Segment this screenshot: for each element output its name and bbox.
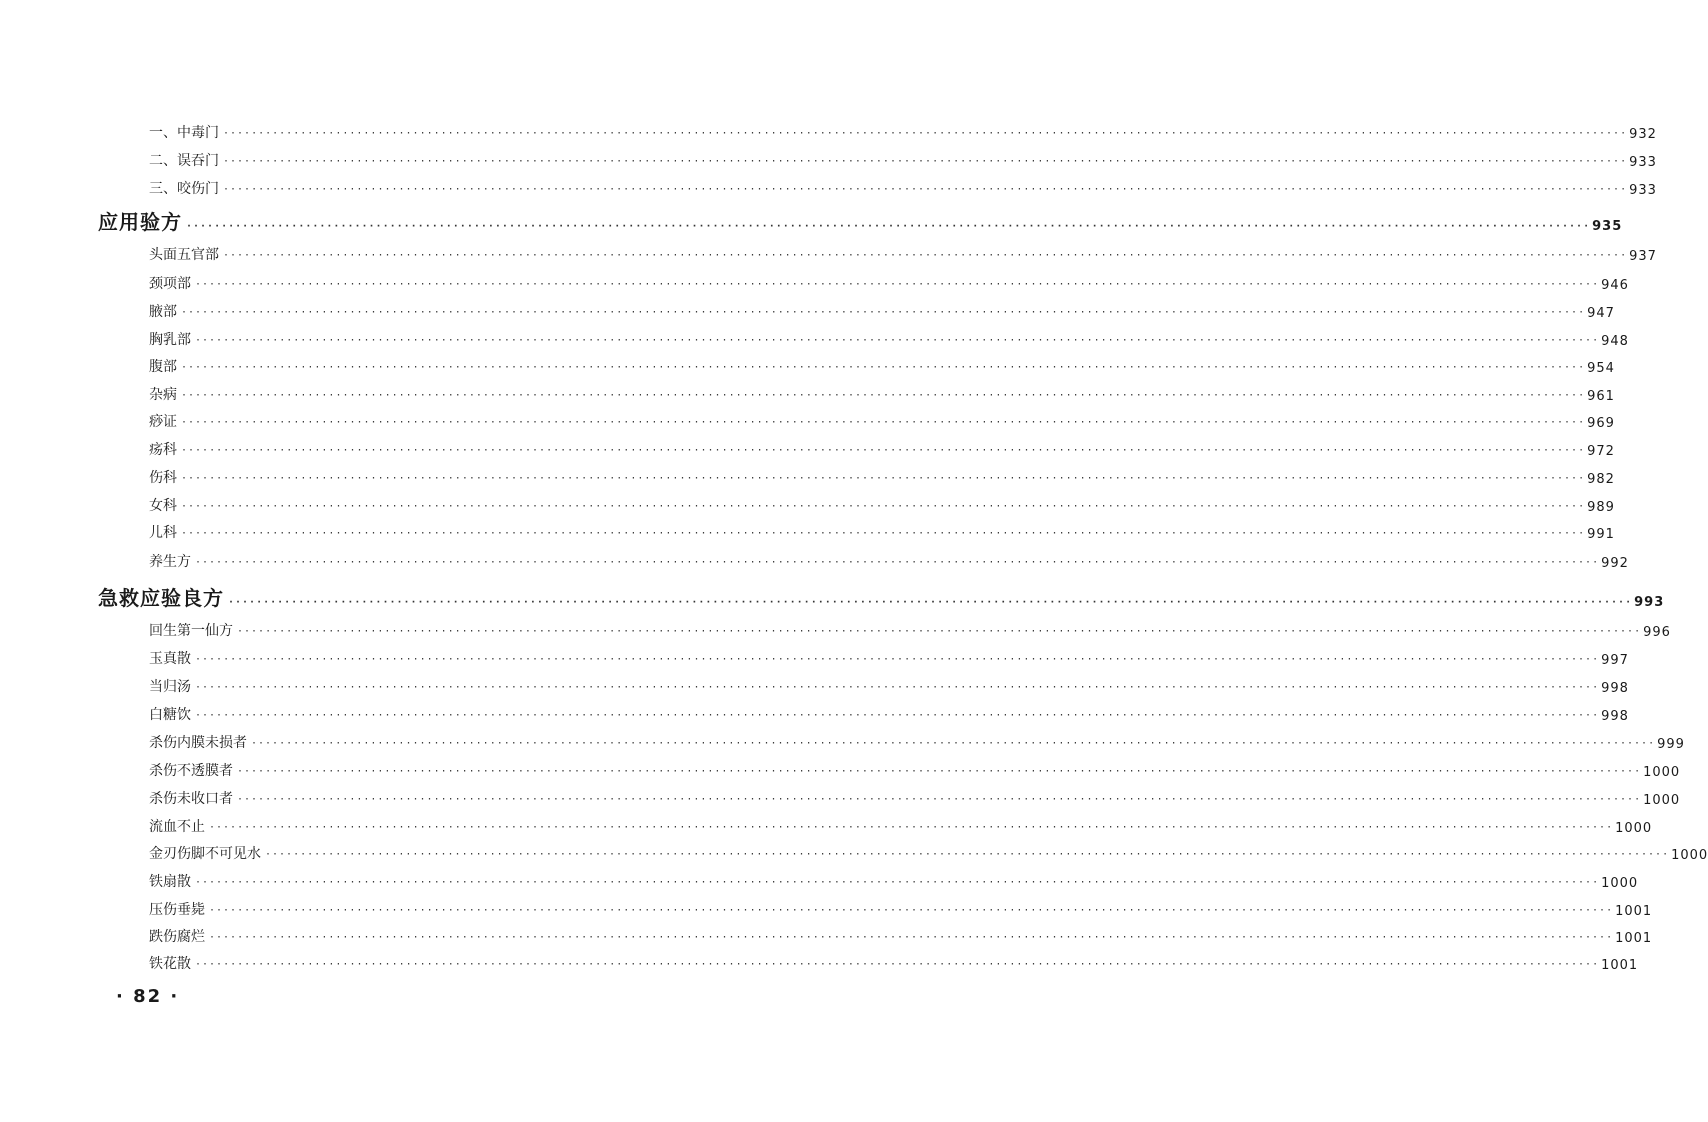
toc-entry-label: 儿科 bbox=[149, 525, 177, 541]
dot-leader: ········································································································································································································ bbox=[237, 766, 1642, 777]
dot-leader: ········································································································································································································ bbox=[181, 528, 1586, 539]
dot-leader: ········································································································································································································ bbox=[209, 822, 1614, 833]
toc-entry-page: 946 bbox=[1601, 278, 1629, 293]
toc-entry-label: 伤科 bbox=[149, 470, 177, 486]
toc-entry-page: 935 bbox=[1592, 219, 1623, 234]
toc-entry bbox=[149, 301, 1615, 321]
toc-section-heading bbox=[98, 209, 1623, 235]
toc-entry bbox=[149, 122, 1657, 142]
toc-entry-label: 腋部 bbox=[149, 304, 177, 320]
toc-entry-page: 1001 bbox=[1601, 958, 1639, 973]
dot-leader: ········································································································································································································ bbox=[181, 307, 1586, 318]
toc-entry-label: 玉真散 bbox=[149, 651, 191, 667]
toc-entry bbox=[149, 899, 1653, 919]
dot-leader: ········································································································································································································ bbox=[195, 335, 1600, 346]
dot-leader: ········································································································································································································ bbox=[181, 473, 1586, 484]
dot-leader: ········································································································································································································ bbox=[181, 417, 1586, 428]
dot-leader: ········································································································································································································ bbox=[209, 905, 1614, 916]
toc-entry-label: 疡科 bbox=[149, 442, 177, 458]
toc-entry-page: 1000 bbox=[1643, 793, 1681, 808]
toc-entry-page: 982 bbox=[1587, 472, 1615, 487]
toc-entry-label: 压伤垂毙 bbox=[149, 902, 205, 918]
toc-section-label: 应用验方 bbox=[98, 210, 182, 234]
toc-entry-label: 杀伤不透膜者 bbox=[149, 763, 233, 779]
toc-entry-page: 996 bbox=[1643, 625, 1671, 640]
toc-entry-label: 杀伤未收口者 bbox=[149, 791, 233, 807]
toc-entry bbox=[149, 411, 1615, 431]
dot-leader: ········································································································································································································ bbox=[195, 279, 1600, 290]
toc-section-label: 急救应验良方 bbox=[98, 586, 224, 610]
toc-entry-page: 1000 bbox=[1615, 821, 1653, 836]
toc-entry-page: 948 bbox=[1601, 334, 1629, 349]
toc-entry-page: 993 bbox=[1634, 595, 1665, 610]
toc-entry-label: 流血不止 bbox=[149, 819, 205, 835]
dot-leader: ········································································································································································································ bbox=[195, 682, 1600, 693]
toc-entry-label: 跌伤腐烂 bbox=[149, 929, 205, 945]
toc-entry bbox=[149, 551, 1629, 571]
toc-entry-label: 铁扇散 bbox=[149, 874, 191, 890]
toc-entry-page: 933 bbox=[1629, 155, 1657, 170]
dot-leader: ········································································································································································································ bbox=[265, 849, 1670, 860]
toc-entry bbox=[149, 816, 1653, 836]
toc-entry-label: 当归汤 bbox=[149, 679, 191, 695]
toc-entry-page: 969 bbox=[1587, 416, 1615, 431]
toc-entry-page: 992 bbox=[1601, 556, 1629, 571]
toc-entry-page: 947 bbox=[1587, 306, 1615, 321]
dot-leader: ········································································································································································································ bbox=[237, 794, 1642, 805]
dot-leader: ········································································································································································································ bbox=[186, 221, 1591, 232]
toc-entry bbox=[149, 704, 1629, 724]
dot-leader: ········································································································································································································ bbox=[223, 156, 1628, 167]
dot-leader: ········································································································································································································ bbox=[181, 501, 1586, 512]
dot-leader: ········································································································································································································ bbox=[251, 738, 1656, 749]
page-number: · 82 · bbox=[116, 986, 180, 1007]
toc-entry-page: 998 bbox=[1601, 681, 1629, 696]
toc-entry-label: 一、中毒门 bbox=[149, 125, 219, 141]
toc-entry-label: 胸乳部 bbox=[149, 332, 191, 348]
toc-entry bbox=[149, 439, 1615, 459]
toc-entry-label: 杀伤内膜未损者 bbox=[149, 735, 247, 751]
toc-entry bbox=[149, 648, 1629, 668]
dot-leader: ········································································································································································································ bbox=[223, 250, 1628, 261]
dot-leader: ········································································································································································································ bbox=[195, 557, 1600, 568]
toc-entry-page: 937 bbox=[1629, 249, 1657, 264]
dot-leader: ········································································································································································································ bbox=[195, 710, 1600, 721]
toc-entry-page: 991 bbox=[1587, 527, 1615, 542]
toc-entry-page: 998 bbox=[1601, 709, 1629, 724]
toc-entry-page: 1001 bbox=[1615, 904, 1653, 919]
dot-leader: ········································································································································································································ bbox=[195, 877, 1600, 888]
toc-entry bbox=[149, 356, 1615, 376]
toc-entry-label: 二、误吞门 bbox=[149, 153, 219, 169]
toc-entry-label: 颈项部 bbox=[149, 276, 191, 292]
toc-entry bbox=[149, 273, 1629, 293]
dot-leader: ········································································································································································································ bbox=[237, 626, 1642, 637]
dot-leader: ········································································································································································································ bbox=[209, 932, 1614, 943]
toc-entry bbox=[149, 788, 1681, 808]
dot-leader: ········································································································································································································ bbox=[195, 959, 1600, 970]
toc-entry bbox=[149, 843, 1708, 863]
toc-entry-page: 954 bbox=[1587, 361, 1615, 376]
dot-leader: ········································································································································································································ bbox=[181, 362, 1586, 373]
toc-entry-label: 三、咬伤门 bbox=[149, 181, 219, 197]
toc-entry-label: 铁花散 bbox=[149, 956, 191, 972]
toc-entry-page: 989 bbox=[1587, 500, 1615, 515]
toc-entry-label: 白糖饮 bbox=[149, 707, 191, 723]
toc-entry bbox=[149, 953, 1639, 973]
toc-entry-label: 金刃伤脚不可见水 bbox=[149, 846, 261, 862]
dot-leader: ········································································································································································································ bbox=[181, 390, 1586, 401]
toc-entry-page: 932 bbox=[1629, 127, 1657, 142]
toc-entry bbox=[149, 676, 1629, 696]
toc-entry-page: 1001 bbox=[1615, 931, 1653, 946]
toc-entry-page: 972 bbox=[1587, 444, 1615, 459]
toc-entry bbox=[149, 467, 1615, 487]
toc-entry bbox=[149, 522, 1615, 542]
toc-entry bbox=[149, 384, 1615, 404]
dot-leader: ········································································································································································································ bbox=[223, 184, 1628, 195]
toc-entry-label: 腹部 bbox=[149, 359, 177, 375]
dot-leader: ········································································································································································································ bbox=[228, 597, 1633, 608]
toc-entry-label: 养生方 bbox=[149, 554, 191, 570]
dot-leader: ········································································································································································································ bbox=[195, 654, 1600, 665]
toc-entry bbox=[149, 926, 1653, 946]
toc-entry-label: 回生第一仙方 bbox=[149, 623, 233, 639]
toc-entry-page: 933 bbox=[1629, 183, 1657, 198]
toc-entry bbox=[149, 150, 1657, 170]
toc-entry-label: 女科 bbox=[149, 498, 177, 514]
toc-entry bbox=[149, 732, 1685, 752]
toc-entry bbox=[149, 244, 1657, 264]
toc-entry bbox=[149, 329, 1629, 349]
toc-entry bbox=[149, 760, 1681, 780]
toc-entry-label: 头面五官部 bbox=[149, 247, 219, 263]
dot-leader: ········································································································································································································ bbox=[181, 445, 1586, 456]
toc-entry-page: 961 bbox=[1587, 389, 1615, 404]
toc-entry-label: 痧证 bbox=[149, 414, 177, 430]
toc-entry bbox=[149, 620, 1671, 640]
toc-entry-page: 1000 bbox=[1671, 848, 1708, 863]
toc-entry-page: 1000 bbox=[1643, 765, 1681, 780]
toc-entry-page: 997 bbox=[1601, 653, 1629, 668]
toc-entry-page: 1000 bbox=[1601, 876, 1639, 891]
toc-entry-label: 杂病 bbox=[149, 387, 177, 403]
toc-section-heading bbox=[98, 585, 1665, 611]
toc-entry bbox=[149, 178, 1657, 198]
toc-entry bbox=[149, 495, 1615, 515]
dot-leader: ········································································································································································································ bbox=[223, 128, 1628, 139]
toc-entry-page: 999 bbox=[1657, 737, 1685, 752]
toc-entry bbox=[149, 871, 1639, 891]
